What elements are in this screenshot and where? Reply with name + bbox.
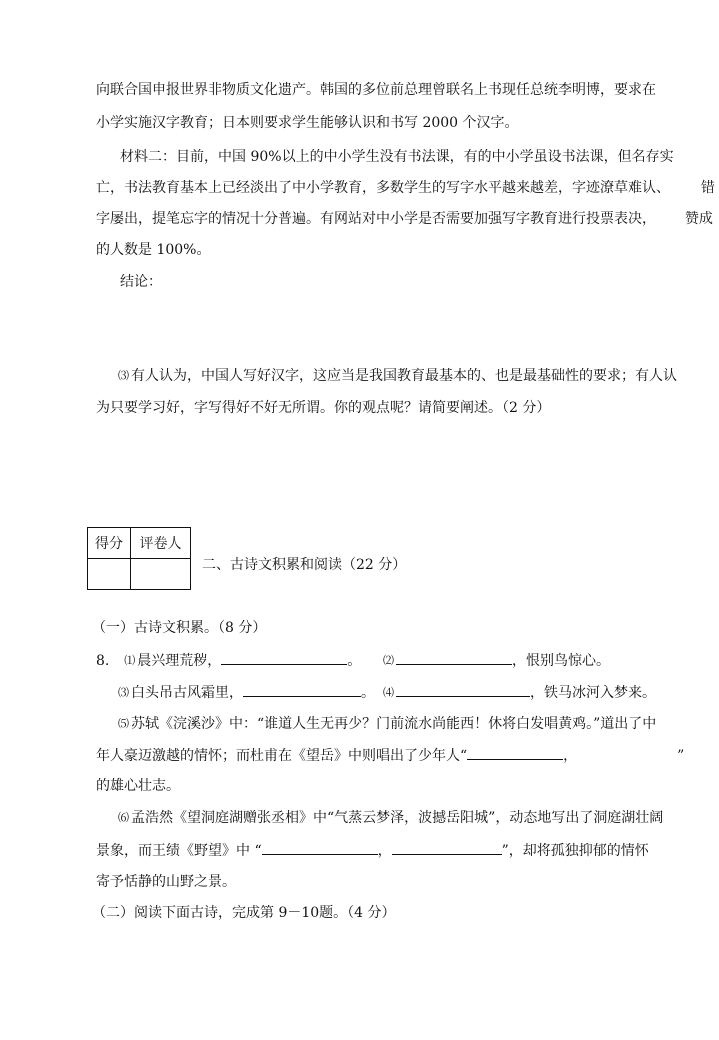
grader-cell[interactable] [131,559,191,590]
question3-text: 有人认为，中国人写好汉字，这应当是我国教育最基本的、也是最基础性的要求；有人认 [131,368,677,384]
poem-text: 苏轼《浣溪沙》中：“谁道人生无再少？门前流水尚能西！休将白发唱黄鸡。”道出了中 [131,716,657,732]
material2-text: 赞成 [684,211,713,227]
poem-text: 。 [347,653,362,669]
score-cell[interactable] [88,559,131,590]
q8-row [96,650,361,671]
q8-row [96,745,684,766]
poem-text: 孟浩然《望洞庭湖赠张丞相》中“气蒸云梦泽，波撼岳阳城”，动态地写出了洞庭湖壮阔 [131,810,664,826]
item-number: ⑷ [383,686,394,699]
part-title: （一）古诗文积累。（8 分） [92,620,267,636]
answer-blank[interactable] [396,650,512,665]
question-label: 8. [96,653,110,669]
material2-line: 的人数是 100%。 [96,242,211,258]
answer-blank[interactable] [243,682,361,697]
answer-blank[interactable] [262,840,378,855]
answer-blank[interactable] [396,682,530,697]
q8-row [383,650,610,671]
poem-text: ， [377,843,392,859]
grader-header: 评卷人 [131,528,191,559]
poem-text: ，铁马冰河入梦来。 [530,685,656,701]
q8-row: 寄予恬静的山野之景。 [96,874,236,890]
poem-text: 景象，而王绩《野望》中 “ [96,843,262,859]
part-title: （二）阅读下面古诗，完成第 9－10题。（4 分） [92,905,396,921]
score-header: 得分 [88,528,131,559]
q8-row [118,808,663,828]
poem-text: ，恨别鸟惊心。 [512,653,610,669]
material2-text: 错 [700,180,715,196]
material2-line: 材料二：目前，中国 90%以上的中小学生没有书法课，有的中小学虽设书法课，但名存实 [120,149,674,165]
q8-row [383,682,656,703]
item-number: ⑶ [118,686,129,699]
material2-text: 字屡出，提笔忘字的情况十分普遍。有网站对中小学是否需要加强写字教育进行投票表决， [96,211,656,227]
answer-blank[interactable] [221,650,347,665]
material2-line [96,209,713,229]
material2-line [96,178,715,198]
poem-text: 年人豪迈激越的情怀；而杜甫在《望岳》中则唱出了少年人“ [96,748,468,764]
question3-line [118,366,677,386]
q8-row: 的雄心壮志。 [96,778,180,794]
question3-line: 为只要学习好，字写得好不好无所谓。你的观点呢？请简要阐述。（2 分） [96,400,551,416]
score-table [87,527,191,590]
paragraph-line: 向联合国申报世界非物质文化遗产。韩国的多位前总理曾联名上书现任总统李明博，要求在 [96,82,656,98]
material2-text: 亡，书法教育基本上已经淡出了中小学教育，多数学生的写字水平越来越差，字迹潦草难认、 [96,180,670,196]
q8-row [118,714,656,734]
conclusion-label: 结论： [120,274,162,290]
poem-text: 白头吊古风霜里， [131,685,243,701]
section-title: 二、古诗文积累和阅读（22 分） [202,557,407,573]
item-number: ⑹ [118,811,129,824]
q8-row [96,840,649,861]
poem-text: ”，却将孤独抑郁的情怀 [501,843,649,859]
item-number: ⑵ [383,654,394,667]
poem-text: ” [677,748,685,764]
paragraph-line: 小学实施汉字教育；日本则要求学生能够认识和书写 2000 个汉字。 [96,115,519,131]
answer-blank[interactable] [467,745,563,760]
poem-text: 。 [361,685,375,701]
q8-row [118,682,375,703]
poem-text: 晨兴理荒秽， [137,653,222,669]
question-number: ⑶ [118,369,129,382]
poem-text: ， [563,748,578,764]
answer-blank[interactable] [392,840,502,855]
item-number: ⑴ [124,654,136,667]
item-number: ⑸ [118,717,129,730]
